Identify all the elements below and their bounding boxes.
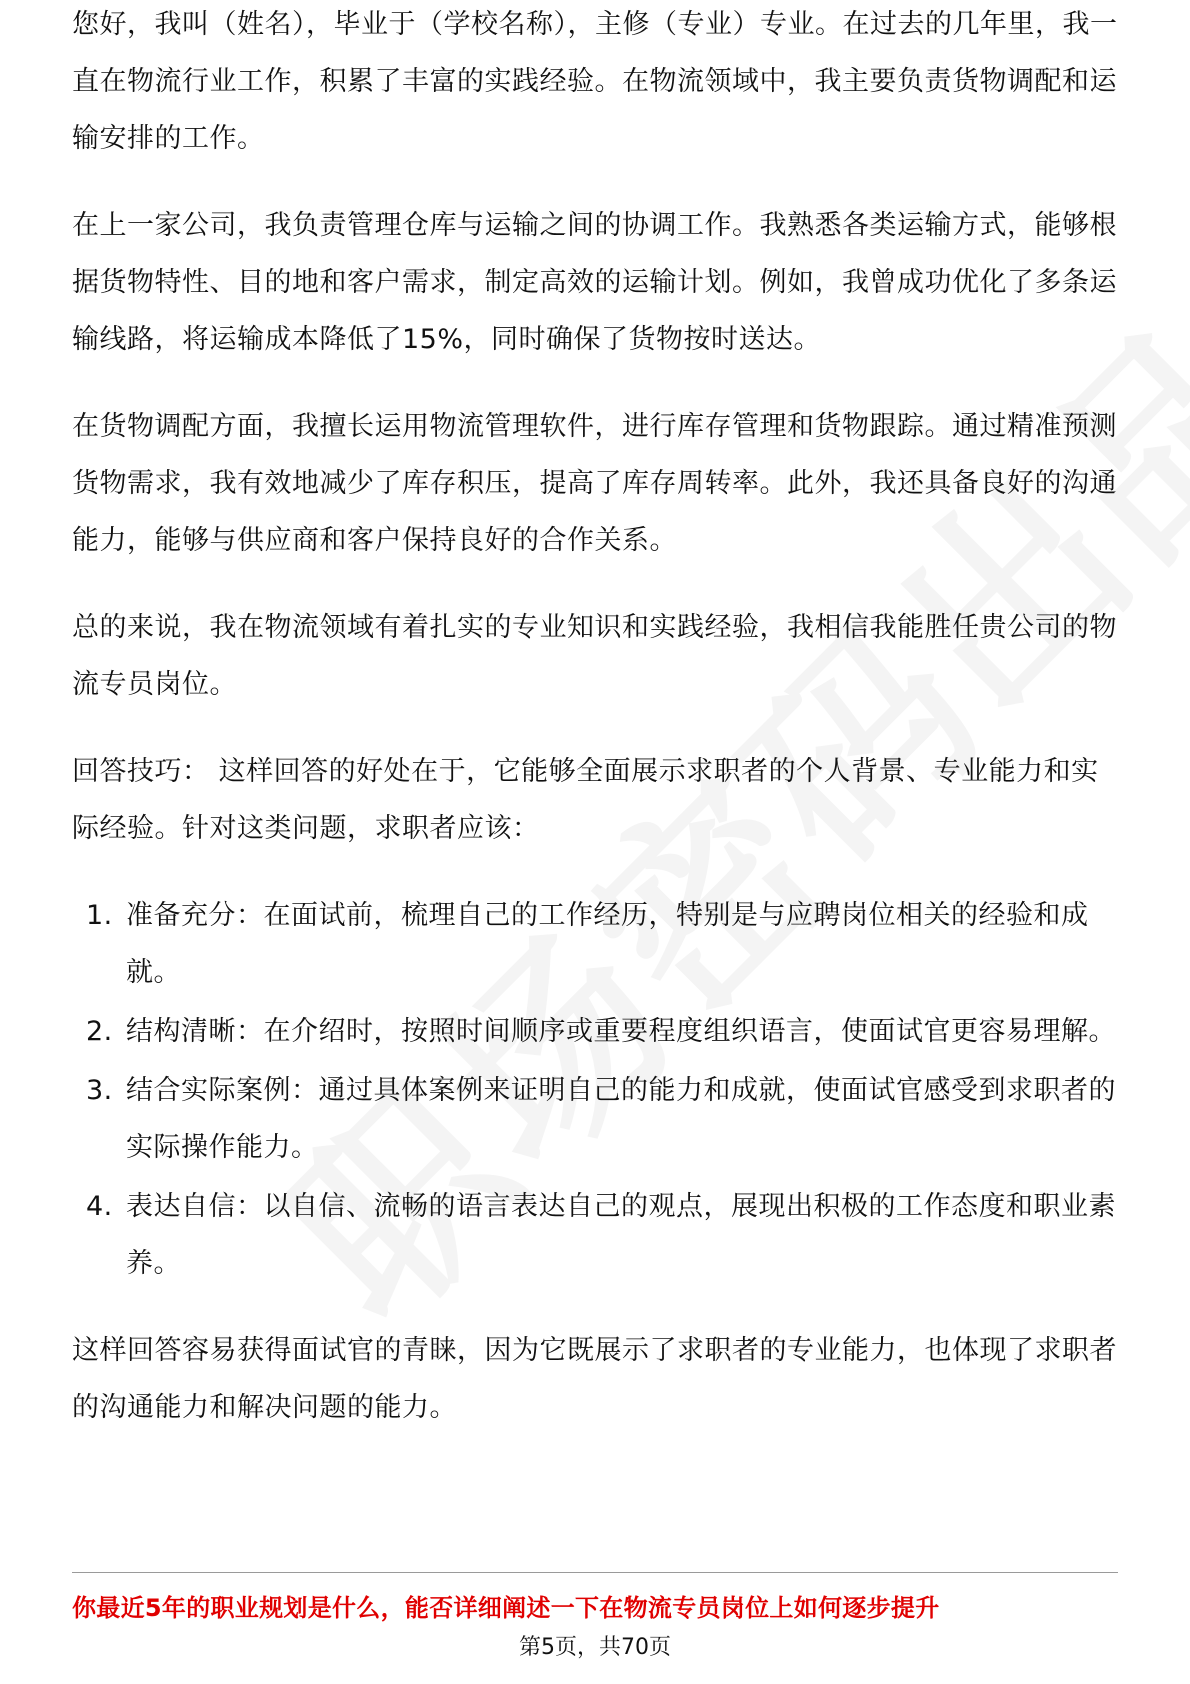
list-item-text: 结合实际案例：通过具体案例来证明自己的能力和成就，使面试官感受到求职者的实际操作能力。: [126, 1075, 1116, 1163]
list-item-number: 4.: [86, 1191, 113, 1222]
list-item: [72, 1178, 1118, 1292]
paragraph-summary: 总的来说，我在物流领域有着扎实的专业知识和实践经验，我相信我能胜任贵公司的物流专员岗位。: [72, 612, 1117, 700]
paragraph-answer-tips: 回答技巧： 这样回答的好处在于，它能够全面展示求职者的个人背景、专业能力和实际经验。针对这类问题，求职者应该：: [72, 756, 1099, 844]
list-item-text: 准备充分：在面试前，梳理自己的工作经历，特别是与应聘岗位相关的经验和成就。: [126, 900, 1089, 988]
list-item-text: 表达自信：以自信、流畅的语言表达自己的观点，展现出积极的工作态度和职业素养。: [126, 1191, 1116, 1279]
list-item: [72, 1003, 1118, 1060]
paragraph-intro: 您好，我叫（姓名），毕业于（学校名称），主修（专业）专业。在过去的几年里，我一直在物流行业工作，积累了丰富的实践经验。在物流领域中，我主要负责货物调配和运输安排的工作。: [72, 9, 1118, 154]
page-content: [72, 9, 1118, 1466]
paragraph-closing: 这样回答容易获得面试官的青睐，因为它既展示了求职者的专业能力，也体现了求职者的沟通能力和解决问题的能力。: [72, 1335, 1117, 1423]
section-divider: [72, 1572, 1118, 1573]
list-item-number: 1.: [86, 900, 113, 931]
list-item-text: 结构清晰：在介绍时，按照时间顺序或重要程度组织语言，使面试官更容易理解。: [126, 1016, 1116, 1047]
paragraph-goods-allocation: 在货物调配方面，我擅长运用物流管理软件，进行库存管理和货物跟踪。通过精准预测货物需求，我有效地减少了库存积压，提高了库存周转率。此外，我还具备良好的沟通能力，能够与供应商和客户保持良好的合作关系。: [72, 411, 1117, 556]
next-question-heading: 你最近5年的职业规划是什么，能否详细阐述一下在物流专员岗位上如何逐步提升: [72, 1594, 940, 1622]
list-item: [72, 1062, 1118, 1176]
list-item-number: 3.: [86, 1075, 113, 1106]
list-item: [72, 887, 1118, 1001]
paragraph-previous-company: 在上一家公司，我负责管理仓库与运输之间的协调工作。我熟悉各类运输方式，能够根据货物特性、目的地和客户需求，制定高效的运输计划。例如，我曾成功优化了多条运输线路，将运输成本降低了15%，同时确保了货物按时送达。: [72, 210, 1117, 355]
page-number: 第5页，共70页: [519, 1635, 671, 1660]
list-item-number: 2.: [86, 1016, 113, 1047]
tips-list: [72, 887, 1118, 1292]
